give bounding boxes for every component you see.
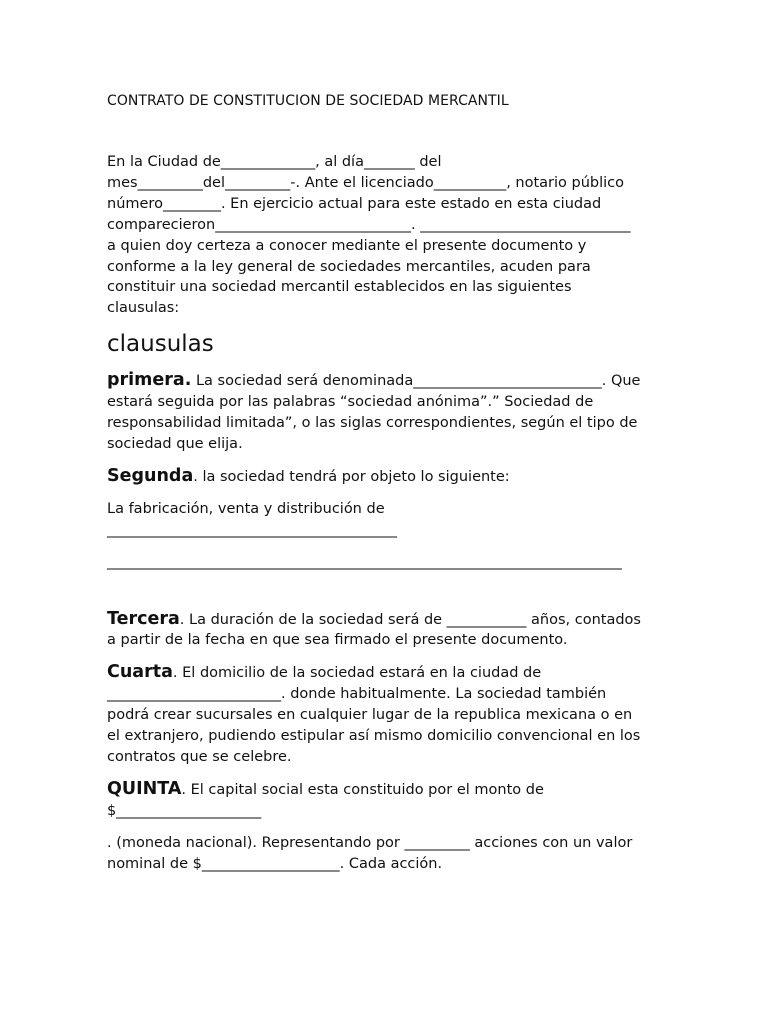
intro-line: número________. En ejercicio actual para este estado en esta ciudad [107, 195, 602, 212]
clausulas-heading: clausulas [107, 331, 214, 358]
intro-line: conforme a la ley general de sociedades mercantiles, acuden para [107, 258, 591, 275]
clause-primera-line: sociedad que elija. [107, 435, 243, 452]
fabricacion-line: La fabricación, venta y distribución de [107, 500, 385, 517]
document-title: CONTRATO DE CONSTITUCION DE SOCIEDAD MERCANTIL [107, 93, 509, 109]
clause-quinta-line: $____________________ [107, 802, 262, 819]
clause-cuarta-name: Cuarta [107, 662, 173, 683]
clause-primera-line: La sociedad será denominada__________________________. Que [191, 373, 641, 390]
clause-cuarta-line: . El domicilio de la sociedad estará en la ciudad de [172, 665, 542, 682]
clause-cuarta-line: podrá crear sucursales en cualquier lugar de la republica mexicana o en [107, 707, 633, 724]
fabricacion-blank-line: ________________________________________ [107, 521, 397, 538]
clause-primera-line: responsabilidad limitada”, o las siglas correspondientes, según el tipo de [107, 415, 638, 432]
intro-paragraph [107, 152, 663, 319]
clause-primera [107, 370, 663, 455]
document-page [107, 92, 663, 874]
clause-tercera-name: Tercera [107, 608, 180, 629]
clause-tercera [107, 609, 663, 652]
clause-quinta [107, 779, 663, 822]
intro-line: En la Ciudad de_____________, al día_______ del [107, 154, 442, 170]
clause-quinta-line: . El capital social esta constituido por el monto de [181, 781, 544, 798]
clause-tercera-line: a partir de la fecha en que sea firmado el presente documento. [107, 632, 568, 649]
moneda-paragraph [107, 833, 663, 875]
clause-segunda-name: Segunda [107, 465, 194, 486]
intro-line: mes_________del_________-. Ante el licenciado__________, notario público [107, 174, 625, 191]
clause-primera-line: estará seguida por las palabras “sociedad anónima”.” Sociedad de [107, 394, 594, 411]
clause-quinta-name: QUINTA [107, 778, 182, 799]
moneda-line: nominal de $___________________. Cada acción. [107, 855, 443, 872]
objeto-blank-line: _______________________________________________________________________ [107, 553, 622, 570]
clause-cuarta-line: ________________________. donde habitualmente. La sociedad también [107, 686, 607, 703]
clause-segunda-text: . la sociedad tendrá por objeto lo siguiente: [193, 468, 510, 485]
fabricacion-paragraph [107, 499, 663, 541]
clause-tercera-line: . La duración de la sociedad será de ___________ años, contados [179, 611, 641, 628]
clause-cuarta-line: el extranjero, pudiendo estipular así mismo domicilio convencional en los [107, 728, 641, 745]
moneda-line: . (moneda nacional). Representando por _________ acciones con un valor [107, 834, 633, 851]
clause-primera-name: primera. [107, 370, 192, 391]
intro-line: comparecieron___________________________. _____________________________ [107, 216, 631, 233]
intro-line: constituir una sociedad mercantil establecidos en las siguientes [107, 279, 572, 296]
intro-line: a quien doy certeza a conocer mediante el presente documento y [107, 237, 587, 254]
clause-segunda [107, 466, 663, 488]
intro-line: clausulas: [107, 300, 180, 317]
clause-cuarta-line: contratos que se celebre. [107, 748, 292, 765]
clause-cuarta [107, 662, 663, 768]
